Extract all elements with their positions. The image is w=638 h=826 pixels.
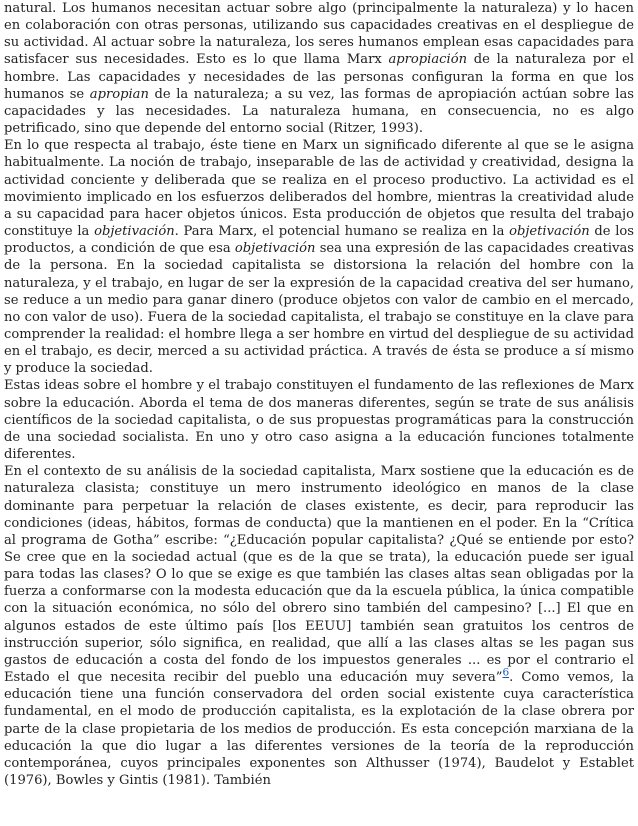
text-run: de la naturaleza; a su vez, las formas de apropiación actúan sobre las capacidades y las necesidades. La naturaleza humana, en consecuencia, no es algo petrificado, sino que depende del entorno social (Ritzer, 1993).	[4, 86, 634, 137]
paragraph-labor	[4, 137, 634, 377]
text-run: . Como vemos, la educación tiene una función conservadora del orden social existente cuya característica fundamental, en el modo de producción capitalista, es la explotación de la clase obrera por parte de la clase propietaria de los medios de producción. Es esta concepción marxiana de la educación la que dio lugar a las diferentes versiones de la teoría de la reproducción contemporánea, cuyos principales exponentes son Althusser (1974), Baudelot y Establet (1976), Bowles y Gintis (1981). También	[4, 670, 635, 789]
text-run: de la naturaleza por el hombre. Las capacidades y necesidades de las personas configuran la forma en que los humanos se	[4, 52, 634, 102]
paragraph-education-ideas	[4, 377, 634, 463]
italic-term: objetivación	[234, 241, 316, 257]
paragraph-human-nature	[4, 0, 634, 137]
text-run: . Para Marx, el potencial humano se realiza en la	[174, 224, 510, 240]
text-run: Estas ideas sobre el hombre y el trabajo constituyen el fundamento de las reflexiones de Marx sobre la educación. Aborda el tema de dos maneras diferentes, según se trate de sus análisis científicos de la sociedad capitalista, o de sus propuestas programáticas para la construcción de una sociedad socialista. En uno y otro caso asigna a la educación funciones totalmente diferentes.	[4, 378, 634, 463]
text-run: sea una expresión de las capacidades creativas de la persona. En la sociedad capitalista se distorsiona la relación del hombre con la naturaleza, y el trabajo, en lugar de ser la expresión de la capacidad creativa del ser humano, se reduce a un medio para ganar dinero (produce objetos con valor de cambio en el mercado, no con valor de uso). Fuera de la sociedad capitalista, el trabajo se constituye en la clave para comprender la realidad: el hombre llega a ser hombre en virtud del despliegue de su actividad en el trabajo, es decir, merced a su actividad práctica. A través de ésta se produce a sí mismo y produce la sociedad.	[4, 241, 634, 377]
italic-term: apropiación	[388, 52, 468, 68]
text-run: de los productos, a condición de que esa	[4, 224, 635, 257]
italic-term: objetivación	[94, 224, 175, 240]
text-run: En el contexto de su análisis de la sociedad capitalista, Marx sostiene que la educación es de naturaleza clasista; constituye un mero instrumento ideológico en manos de la clase dominante para perpetuar la relación de clases existente, es decir, para reproducir las condiciones (ideas, hábitos, formas de conducta) que la mantienen en el poder. En la “Crítica al programa de Gotha” escribe: “¿Educación popular capitalista? ¿Qué se entiende por esto? Se cree que en la sociedad actual (que es de la que se trata), la educación puede ser igual para todas las clases? O lo que se exige es que también las clases altas sean obligadas por la fuerza a conformarse con la modesta educación que da la escuela pública, la única compatible con la situación económica, no sólo del obrero sino también del campesino? [...] El que en algunos estados de este último país [los EEUU] también sean gratuitos los centros de instrucción superior, sólo significa, en realidad, que allí a las clases altas se les pagan sus gastos de educación a costa del fondo de los impuestos generales ... es por el contrario el Estado el que necesita recibir del pueblo una educación muy severa”	[4, 464, 634, 686]
footnote-link[interactable]: 6	[502, 666, 510, 679]
text-run: En lo que respecta al trabajo, éste tiene en Marx un significado diferente al que se le asigna habitualmente. La noción de trabajo, inseparable de las de actividad y creatividad, designa la actividad conciente y deliberada que se realiza en el proceso productivo. La actividad es el movimiento implicado en los esfuerzos deliberados del hombre, mientras la creatividad alude a su capacidad para hacer objetos únicos. Esta producción de objetos que resulta del trabajo constituye la	[4, 138, 634, 240]
document-page	[4, 0, 634, 789]
italic-term: objetivación	[509, 224, 590, 240]
paragraph-capitalist-education	[4, 463, 634, 789]
italic-term: apropian	[89, 86, 149, 102]
text-run: natural. Los humanos necesitan actuar sobre algo (principalmente la naturaleza) y lo hacen en colaboración con otras personas, utilizando sus capacidades creativas en el despliegue de su actividad. Al actuar sobre la naturaleza, los seres humanos emplean esas capacidades para satisfacer sus necesidades. Esto es lo que llama Marx	[4, 1, 634, 68]
